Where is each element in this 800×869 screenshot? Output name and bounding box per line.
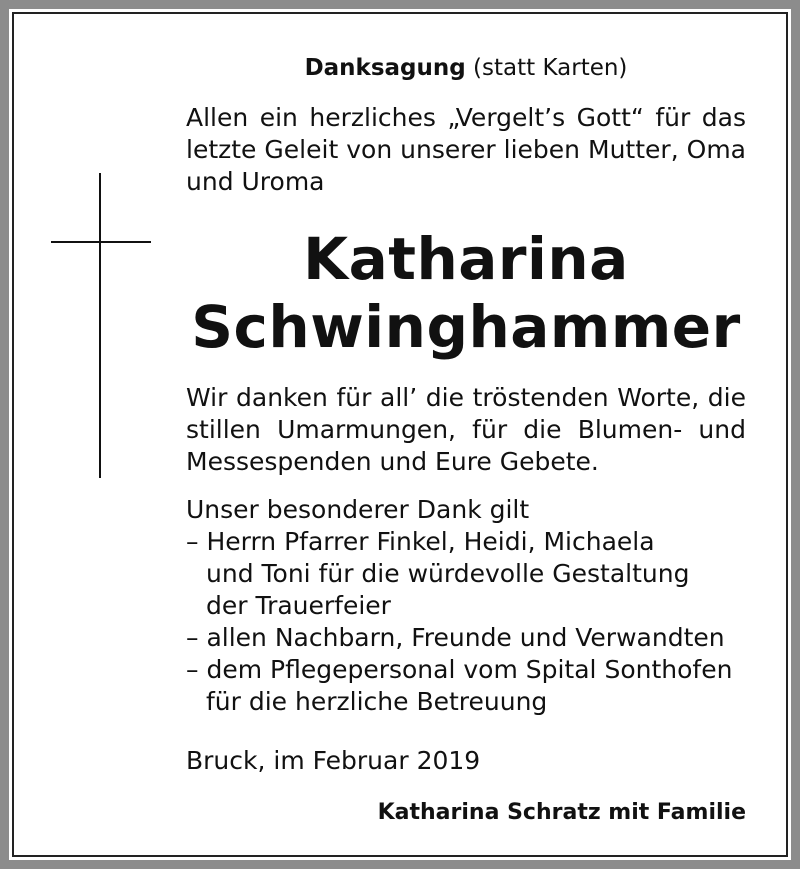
notice-heading bbox=[186, 52, 746, 84]
list-item: – dem Pflegepersonal vom Spital Sonthofen bbox=[186, 655, 733, 684]
signature: Katharina Schratz mit Familie bbox=[377, 800, 746, 825]
list-item-continued: und Toni für die würdevolle Gestaltung bbox=[206, 559, 690, 588]
heading-note: (statt Karten) bbox=[473, 55, 628, 81]
list-item-continued: der Trauerfeier bbox=[206, 591, 391, 620]
special-thanks bbox=[186, 494, 746, 718]
list-item: – Herrn Pfarrer Finkel, Heidi, Michaela bbox=[186, 527, 655, 556]
cross-icon-beam bbox=[51, 241, 151, 243]
thanks-line: Wir danken für all’ die tröstenden Worte, die bbox=[186, 383, 746, 412]
intro-line: und Uroma bbox=[186, 167, 325, 196]
cross-icon bbox=[99, 173, 101, 478]
intro-line: letzte Geleit von unserer lieben Mutter, Oma bbox=[186, 135, 746, 164]
place-date: Bruck, im Februar 2019 bbox=[186, 746, 481, 775]
thanks-paragraph bbox=[186, 382, 746, 478]
deceased-last-name: Schwinghammer bbox=[191, 293, 741, 361]
heading-title: Danksagung bbox=[304, 55, 466, 81]
special-thanks-intro: Unser besonderer Dank gilt bbox=[186, 495, 530, 524]
intro-paragraph bbox=[186, 102, 746, 198]
intro-line: Allen ein herzliches „Vergelt’s Gott“ für das bbox=[186, 103, 746, 132]
deceased-first-name: Katharina bbox=[303, 225, 629, 293]
list-item: – allen Nachbarn, Freunde und Verwandten bbox=[186, 623, 725, 652]
thanks-line: Messespenden und Eure Gebete. bbox=[186, 447, 599, 476]
list-item-continued: für die herzliche Betreuung bbox=[206, 687, 548, 716]
thanks-line: stillen Umarmungen, für die Blumen- und bbox=[186, 415, 746, 444]
